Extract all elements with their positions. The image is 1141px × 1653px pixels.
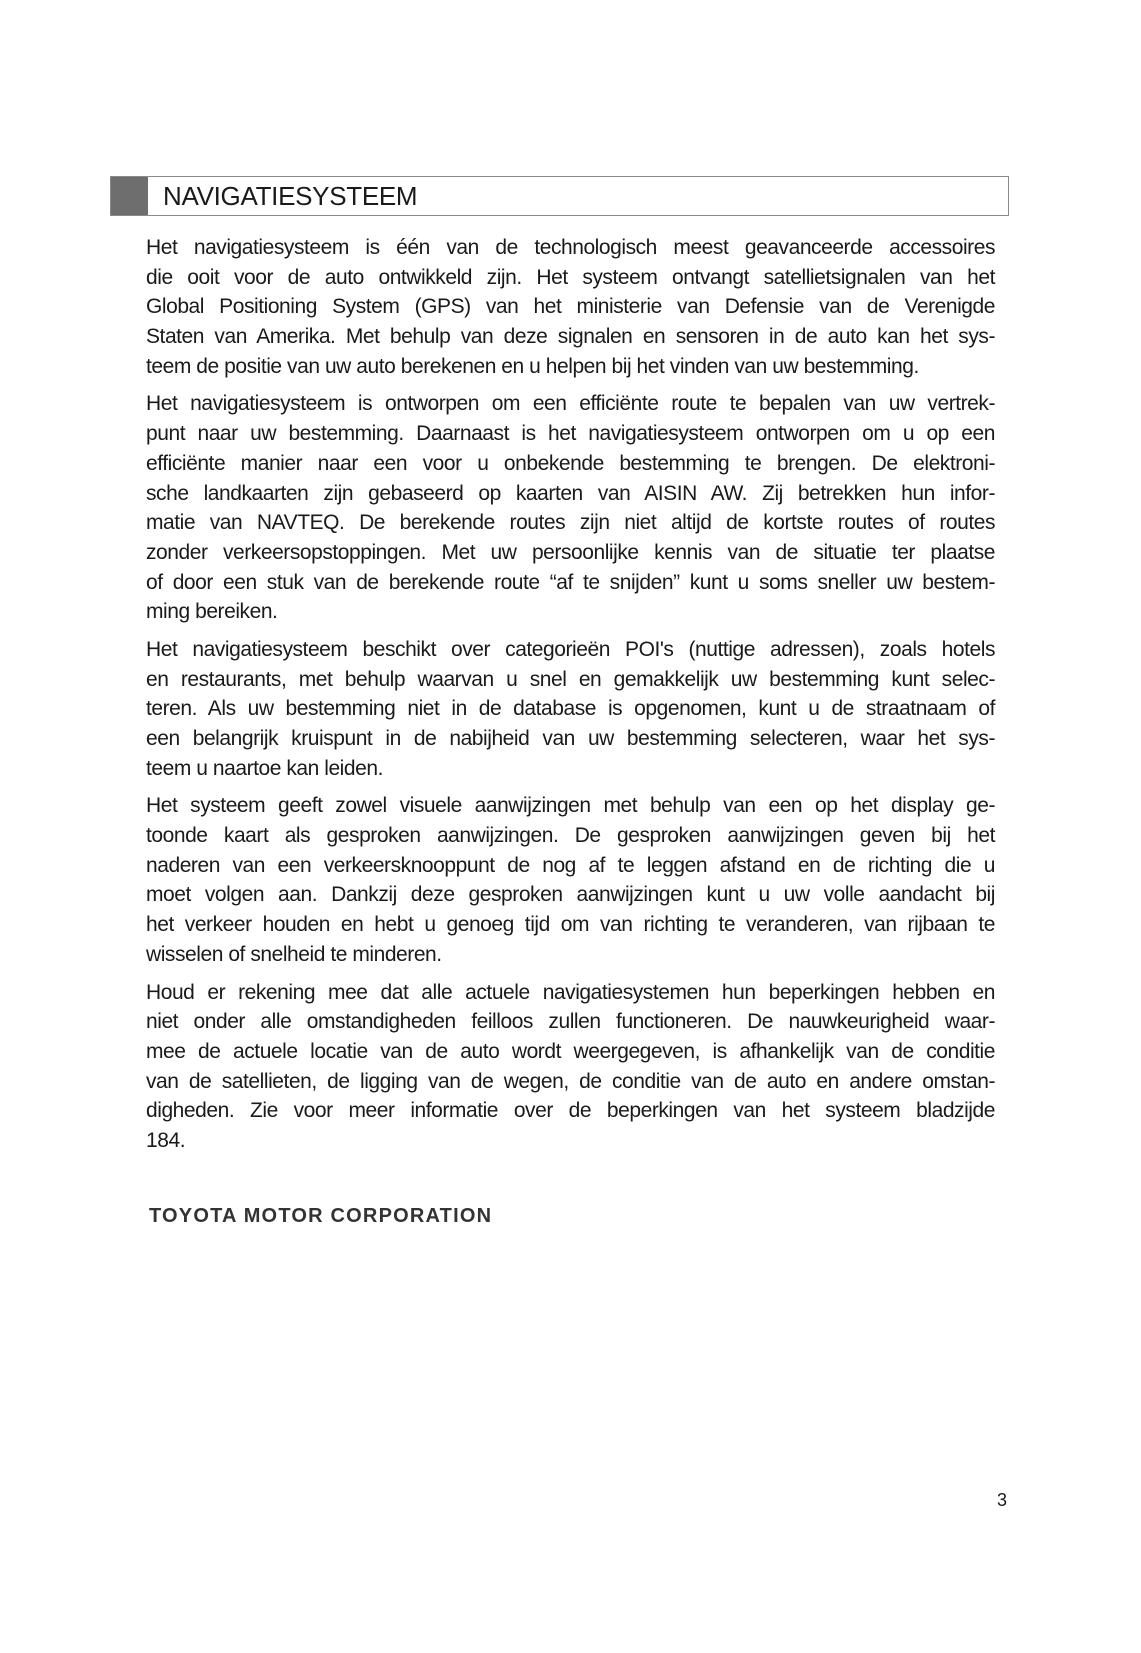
- text-line: matie van NAVTEQ. De berekende routes zijn niet altijd de kortste routes of routes: [146, 511, 995, 535]
- header-marker: [111, 177, 148, 215]
- text-line: teem de positie van uw auto berekenen en u helpen bij het vinden van uw bestemming.: [146, 354, 919, 378]
- text-line: niet onder alle omstandigheden feilloos zullen functioneren. De nauwkeurigheid waar-: [146, 1010, 995, 1034]
- text-line: een belangrijk kruispunt in de nabijheid van uw bestemming selecteren, waar het sys-: [146, 727, 995, 750]
- text-line: efficiënte manier naar een voor u onbekende bestemming te brengen. De elektroni-: [146, 451, 995, 475]
- text-line: punt naar uw bestemming. Daarnaast is het navigatiesysteem ontworpen om u op een: [146, 422, 995, 446]
- text-line: teem u naartoe kan leiden.: [146, 756, 383, 780]
- text-line: toonde kaart als gesproken aanwijzingen. De gesproken aanwijzingen geven bij het: [146, 824, 995, 848]
- text-line: Het navigatiesysteem beschikt over categorieën POI's (nuttige adressen), zoals hotels: [146, 637, 995, 661]
- text-line: ming bereiken.: [146, 600, 278, 624]
- paragraph: [146, 635, 995, 783]
- text-line: sche landkaarten zijn gebaseerd op kaarten van AISIN AW. Zij betrekken hun infor-: [146, 481, 995, 505]
- corporation-name: TOYOTA MOTOR CORPORATION: [149, 1205, 493, 1227]
- text-line: moet volgen aan. Dankzij deze gesproken aanwijzingen kunt u uw volle aandacht bij: [146, 883, 995, 907]
- paragraph: [146, 233, 995, 381]
- paragraph: [146, 978, 995, 1156]
- text-line: Staten van Amerika. Met behulp van deze signalen en sensoren in de auto kan het sys-: [146, 325, 995, 349]
- text-line: zonder verkeersopstoppingen. Met uw persoonlijke kennis van de situatie ter plaatse: [146, 540, 995, 564]
- text-line: wisselen of snelheid te minderen.: [146, 942, 442, 966]
- page-number: 3: [997, 1490, 1008, 1510]
- section-title: NAVIGATIESYSTEEM: [163, 181, 418, 211]
- text-line: en restaurants, met behulp waarvan u snel en gemakkelijk uw bestemming kunt selec-: [146, 667, 995, 691]
- text-line: of door een stuk van de berekende route “af te snijden” kunt u soms sneller uw bestem-: [146, 570, 995, 594]
- text-line: Het navigatiesysteem is één van de technologisch meest geavanceerde accessoires: [146, 236, 995, 259]
- paragraph: [146, 389, 995, 627]
- text-line: teren. Als uw bestemming niet in de database is opgenomen, kunt u de straatnaam of: [146, 697, 995, 721]
- text-line: naderen van een verkeersknooppunt de nog af te leggen afstand en de richting die u: [146, 853, 995, 877]
- text-line: Global Positioning System (GPS) van het ministerie van Defensie van de Verenigde: [146, 295, 995, 319]
- text-line: Houd er rekening mee dat alle actuele navigatiesystemen hun beperkingen hebben en: [146, 980, 995, 1004]
- text-line: 184.: [146, 1128, 186, 1152]
- text-line: Het navigatiesysteem is ontworpen om een efficiënte route te bepalen van uw vertrek-: [146, 392, 995, 416]
- text-line: van de satellieten, de ligging van de wegen, de conditie van de auto en andere omstan-: [146, 1069, 995, 1093]
- text-line: die ooit voor de auto ontwikkeld zijn. Het systeem ontvangt satellietsignalen van het: [146, 265, 995, 289]
- text-line: digheden. Zie voor meer informatie over de beperkingen van het systeem bladzijde: [146, 1099, 995, 1123]
- text-line: Het systeem geeft zowel visuele aanwijzingen met behulp van een op het display ge-: [146, 794, 995, 818]
- paragraph: [146, 791, 995, 969]
- text-line: het verkeer houden en hebt u genoeg tijd om van richting te veranderen, van rijbaan te: [146, 913, 995, 937]
- body-text: [146, 233, 995, 1164]
- section-header: [110, 176, 1009, 216]
- text-line: mee de actuele locatie van de auto wordt weergegeven, is afhankelijk van de conditie: [146, 1039, 995, 1063]
